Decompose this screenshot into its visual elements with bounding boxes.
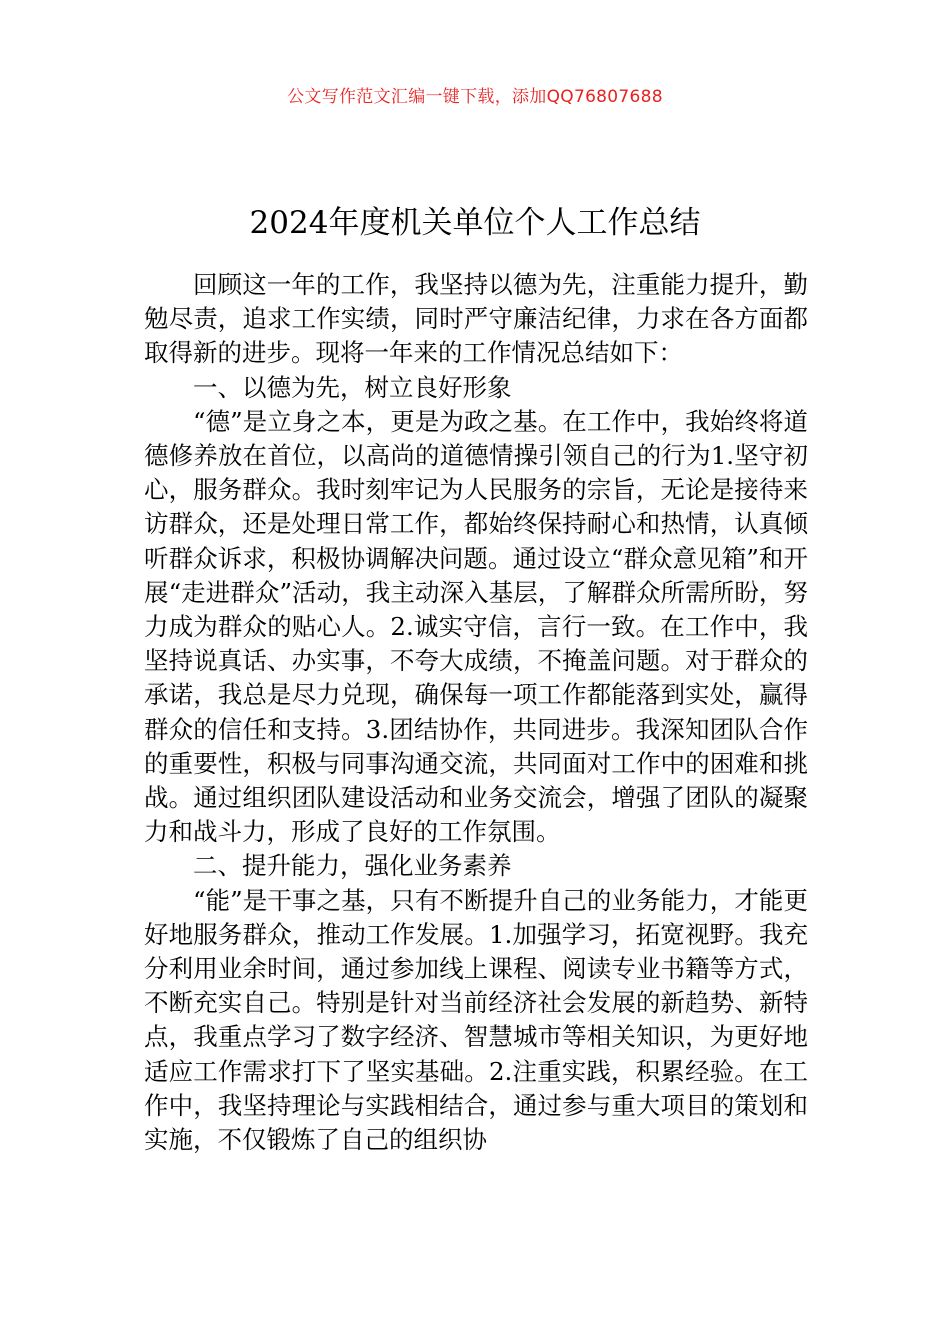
document-title: 2024年度机关单位个人工作总结 [249,204,701,241]
paragraph-intro: 回顾这一年的工作，我坚持以德为先，注重能力提升，勤勉尽责，追求工作实绩，同时严守廉洁纪律，力求在各方面都取得新的进步。现将一年来的工作情况总结如下： [144,270,808,368]
paragraph-section-1: “德”是立身之本，更是为政之基。在工作中，我始终将道德修养放在首位，以高尚的道德情操引领自己的行为1.坚守初心，服务群众。我时刻牢记为人民服务的宗旨，无论是接待来访群众，还是处理日常工作，都始终保持耐心和热情，认真倾听群众诉求，积极协调解决问题。通过设立“群众意见箱”和开展“走进群众”活动，我主动深入基层，了解群众所需所盼，努力成为群众的贴心人。2.诚实守信，言行一致。在工作中，我坚持说真话、办实事，不夸大成绩，不掩盖问题。对于群众的承诺，我总是尽力兑现，确保每一项工作都能落到实处，赢得群众的信任和支持。3.团结协作，共同进步。我深知团队合作的重要性，积极与同事沟通交流，共同面对工作中的困难和挑战。通过组织团队建设活动和业务交流会，增强了团队的凝聚力和战斗力，形成了良好的工作氛围。 [144,406,808,847]
document-body [144,268,808,1157]
paragraph-section-2: “能”是干事之基，只有不断提升自己的业务能力，才能更好地服务群众，推动工作发展。1.加强学习，拓宽视野。我充分利用业余时间，通过参加线上课程、阅读专业书籍等方式，不断充实自己。特别是针对当前经济社会发展的新趋势、新特点，我重点学习了数字经济、智慧城市等相关知识，为更好地适应工作需求打下了坚实基础。2.注重实践，积累经验。在工作中，我坚持理论与实践相结合，通过参与重大项目的策划和实施，不仅锻炼了自己的组织协 [144,885,808,1155]
header-banner: 公文写作范文汇编一键下载，添加QQ76807688 [287,87,663,107]
section-heading-1: 一、以德为先，树立良好形象 [193,372,512,402]
section-heading-2: 二、提升能力，强化业务素养 [193,851,512,881]
